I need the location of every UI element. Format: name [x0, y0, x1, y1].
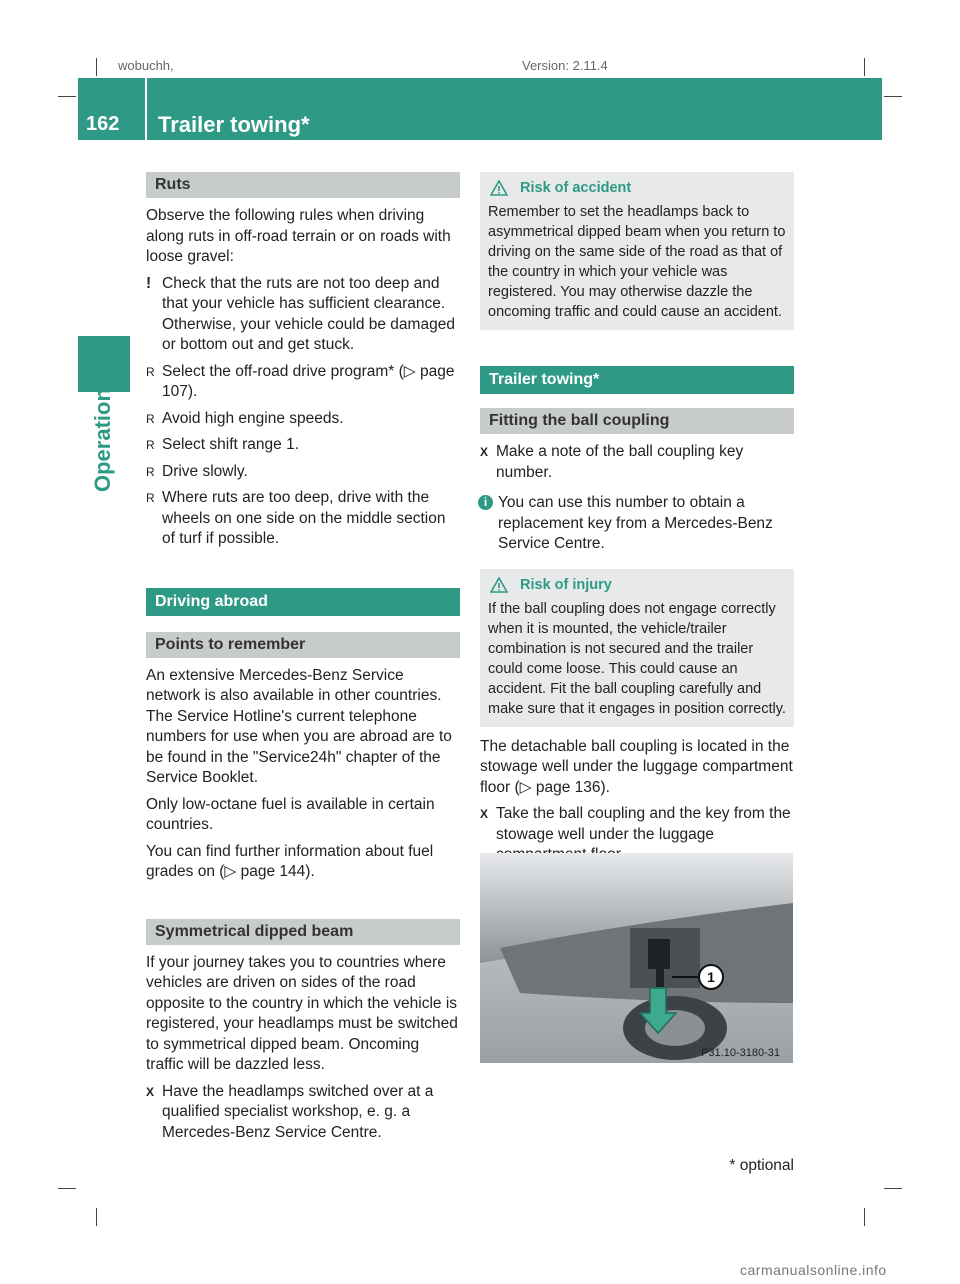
crop-mark	[864, 1208, 865, 1226]
heading-symmetrical-dipped-beam: Symmetrical dipped beam	[146, 919, 460, 945]
crop-mark	[864, 58, 865, 76]
crop-mark	[58, 1188, 76, 1189]
action-step	[480, 442, 794, 483]
paragraph: The detachable ball coupling is located in the stowage well under the luggage compartment floor (▷ page 136).	[480, 737, 793, 796]
list-item	[146, 409, 460, 430]
warning-text: Remember to set the headlamps back to asymmetrical dipped beam when you return to driving on the same side of the road as that of the country in which your vehicle was registered. You may otherwise dazzle the oncoming traffic and could cause an accident.	[488, 204, 786, 320]
crop-mark	[884, 1188, 902, 1189]
arrow-icon: X	[480, 807, 489, 821]
warning-triangle-icon	[490, 180, 508, 196]
watermark: carmanualsonline.info	[740, 1262, 887, 1278]
print-info-left: wobuchh,	[118, 58, 174, 73]
caution-icon: !	[146, 274, 152, 292]
action-step-text: Take the ball coupling and the key from the stowage well under the luggage	[496, 805, 791, 843]
list-item	[146, 362, 460, 403]
warning-box	[480, 569, 794, 727]
list-item-text: Drive slowly.	[162, 462, 248, 480]
section-tab	[78, 336, 130, 392]
warning-box	[480, 172, 794, 330]
action-step-text: Make a note of the ball coupling key number.	[496, 443, 744, 481]
page-title: Trailer towing*	[158, 112, 310, 137]
info-icon: i	[478, 495, 493, 510]
arrow-icon: X	[146, 1084, 155, 1099]
page-number: 162	[86, 113, 120, 135]
header-divider	[145, 78, 147, 140]
callout-1-label: 1	[707, 969, 715, 985]
bullet-icon: R	[146, 491, 155, 505]
heading-points-to-remember: Points to remember	[146, 632, 460, 658]
list-item-text: Where ruts are too deep, drive with the wheels on one side on the middle section of turf if possible.	[162, 489, 446, 547]
warning-title-text: Risk of accident	[520, 180, 632, 196]
left-column	[146, 172, 460, 1149]
optional-footnote: * optional	[729, 1157, 794, 1174]
arrow-icon: X	[480, 445, 489, 459]
warning-title-text: Risk of injury	[520, 576, 612, 593]
ball-coupling-drawing	[480, 853, 793, 1063]
heading-driving-abroad: Driving abroad	[146, 588, 460, 616]
list-item	[146, 462, 460, 483]
right-column	[480, 172, 794, 872]
crop-mark	[96, 58, 97, 76]
bullet-icon: R	[146, 411, 155, 426]
info-note	[480, 493, 794, 555]
section-label-text: Operation	[90, 388, 115, 492]
print-info-right: Version: 2.11.4	[522, 58, 608, 73]
bullet-icon: R	[146, 464, 155, 479]
warning-text: If the ball coupling does not engage correctly when it is mounted, the vehicle/trailer combination is not secured and the trailer could come loose. This could cause an accident. Fit the ball coupling carefully and make sure that it engages in position correctly.	[488, 600, 786, 717]
ruts-intro: Observe the following rules when driving along ruts in off-road terrain or on roads with loose gravel:	[146, 207, 451, 265]
list-item-text: Avoid high engine speeds.	[162, 409, 344, 427]
caution-note	[146, 274, 460, 356]
bullet-icon: R	[146, 438, 155, 452]
bullet-icon: R	[146, 364, 155, 379]
paragraph: You can find further information about fuel grades on (▷ page 144).	[146, 842, 434, 880]
paragraph: If your journey takes you to countries where vehicles are driven on sides of the road opposite to the country in which the vehicle is registered, your headlamps must be switched to symmetrical dipped beam. Oncoming traffic will be dazzled less.	[146, 953, 458, 1073]
warning-title	[488, 178, 786, 198]
ball-coupling-illustration	[480, 853, 793, 1063]
section-tab-label	[78, 388, 130, 502]
heading-trailer-towing: Trailer towing*	[480, 366, 794, 394]
heading-ruts: Ruts	[146, 172, 460, 198]
page-header	[78, 78, 882, 140]
info-text: You can use this number to obtain a replacement key from a Mercedes-Benz Service Centre.	[498, 494, 773, 552]
paragraph: Only low-octane fuel is available in certain countries.	[146, 795, 435, 833]
action-step-text: Have the headlamps switched over at a qualified specialist workshop, e. g. a Mercedes-Benz Service Centre.	[162, 1082, 434, 1141]
list-item-text: Select shift range 1.	[162, 436, 299, 453]
list-item	[146, 488, 460, 550]
warning-triangle-icon	[490, 577, 508, 593]
list-item	[146, 435, 460, 456]
paragraph: An extensive Mercedes-Benz Service network is also available in other countries. The Service Hotline's current telephone numbers for use when you are abroad are to be found in the "Service24h" chapter of the Service Booklet.	[146, 666, 452, 786]
heading-fitting-ball-coupling: Fitting the ball coupling	[480, 408, 794, 434]
action-step	[146, 1082, 460, 1144]
crop-mark	[96, 1208, 97, 1226]
figure-code: P31.10-3180-31	[701, 1047, 780, 1059]
warning-title	[488, 575, 786, 595]
crop-mark	[58, 96, 76, 97]
caution-text: Check that the ruts are not too deep and that your vehicle has sufficient clearance. Otherwise, your vehicle could be damaged or bottom out and get stuck.	[162, 274, 455, 353]
list-item-text: Select the off-road drive program* (▷ page 107).	[162, 362, 455, 400]
crop-mark	[884, 96, 902, 97]
